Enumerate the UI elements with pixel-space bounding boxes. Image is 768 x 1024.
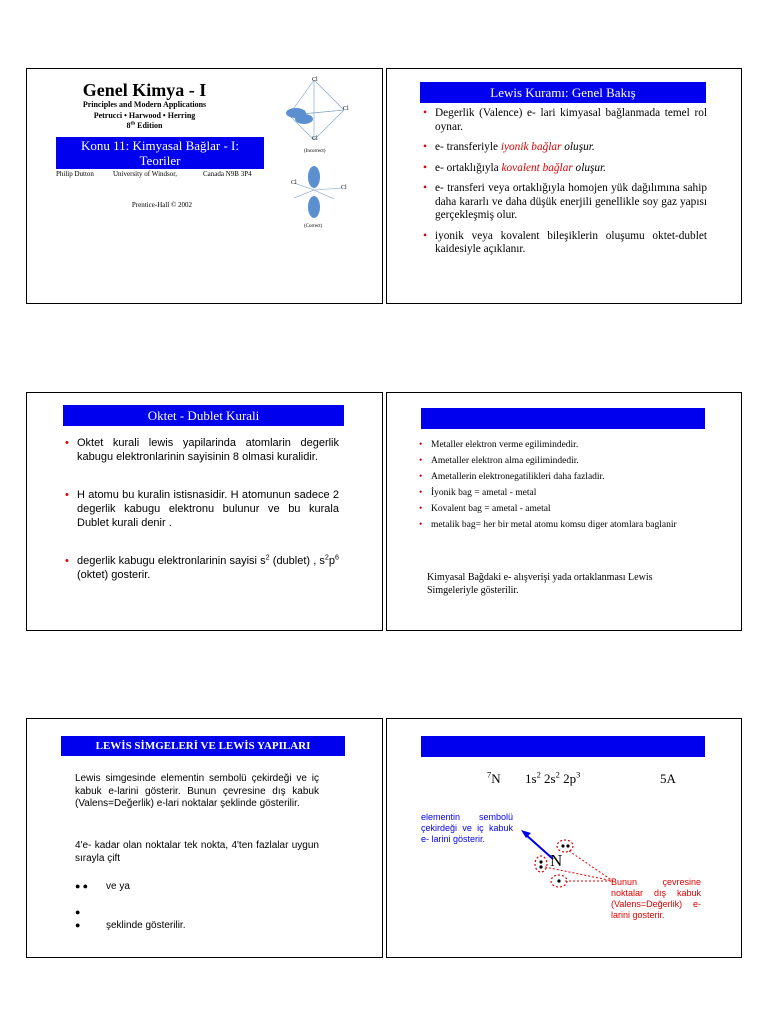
lewis-n-symbol: N: [550, 851, 563, 870]
slide3-bullet-3-text-a: degerlik kabugu elektronlarinin sayisi s: [77, 555, 266, 567]
slide4-bullet-4-text: İyonik bag = ametal - metal: [431, 488, 537, 498]
slide1-author-name: Philip Dutton: [56, 170, 94, 178]
slide-6: [386, 718, 742, 958]
slide1-topic-line1: Konu 11: Kimyasal Bağlar - I:: [80, 138, 239, 153]
electron-configuration: $1s^2$ $2s^2$ $2p^3$: [525, 769, 581, 786]
slide4-bullet-4: [419, 487, 711, 500]
atom-label-cl-5: Cl: [341, 185, 347, 191]
slide4-bullet-1: [419, 439, 711, 452]
slide2-bullet-4-text: e- transferi veya ortaklığıyla homojen yük dağılımına sahip daha kararlı ve daha düşük enerjili genellikle soy gaz yapısı gerçekleşmiş olur.: [435, 182, 707, 221]
slide4-bullets: [419, 439, 711, 532]
slide5-paragraph-1: Lewis simgesinde elementin sembolü çekirdeği ve iç kabuk e-larini gösterir. Bunun çevresine dış kabuk (Valens=Değerlik) e-lari noktalar şeklinde gösterilir.: [75, 773, 319, 809]
pointer-line-1: [569, 851, 613, 881]
slide2-bullet-4: [423, 182, 707, 223]
slide2-bullet-3: [423, 162, 707, 176]
correct-molecule: [294, 166, 342, 218]
slide3-bullet-3-text-b: (dublet) , s: [272, 555, 325, 567]
slide3-bullet-2: [65, 488, 339, 530]
slide2-bullet-1: [423, 107, 707, 134]
slide-4: [386, 392, 742, 631]
paired-dots: ● ●: [75, 881, 89, 891]
slide2-bullet-2: [423, 141, 707, 155]
single-dot-2: ●: [75, 920, 81, 930]
slide3-bullet-3-text-c: (oktet) gosterir.: [77, 569, 151, 581]
slide1-authors: Petrucci • Harwood • Herring: [93, 111, 196, 120]
slide3-bullet-2-text: H atomu bu kuralin istisnasidir. H atomunun sadece 2 degerlik kabugu elektronu bulunur ve bu kurala Dublet kurali denir .: [77, 489, 339, 529]
slide1-location: Canada N9B 3P4: [203, 170, 252, 178]
slide4-bullet-5-text: Kovalent bag = ametal - ametal: [431, 504, 551, 514]
electron-config-line: [487, 771, 501, 787]
slide-1: [26, 68, 383, 304]
incorrect-molecule: [286, 80, 344, 140]
molecule-diagram: [274, 75, 356, 235]
left-note: elementin sembolü çekirdeği ve iç kabuk e- larini gösterir.: [421, 812, 513, 844]
atom-label-cl-2: Cl: [343, 106, 349, 112]
slide3-bullet-1: [65, 436, 339, 464]
slide1-topic-line2: Teoriler: [139, 153, 181, 168]
slide4-bullet-5: [419, 503, 711, 516]
slide2-bullet-2-end: oluşur.: [561, 141, 595, 153]
lewis-symbol-diagram: [515, 819, 615, 889]
slide4-bullet-3: [419, 471, 711, 484]
slide2-title-bar: Lewis Kuramı: Genel Bakış: [420, 82, 706, 103]
slide5-title-bar: LEWİS SİMGELERİ VE LEWİS YAPILARI: [61, 736, 345, 756]
atom-label-cl-4: Cl: [291, 180, 297, 186]
slide4-note: Kimyasal Bağdaki e- alışverişi yada ortaklanması Lewis Simgeleriyle gösterilir.: [427, 572, 653, 596]
slide1-topic-bar: [56, 137, 264, 169]
slide5-paragraph-2: 4'e- kadar olan noktalar tek nokta, 4'ten fazlalar uygun sırayla çift: [75, 840, 319, 864]
atom-label-cl-1: Cl: [312, 77, 318, 83]
slide2-bullet-2-text: e- transferiyle: [435, 141, 501, 153]
slide-5: [26, 718, 383, 958]
atom-label-cl-3: Cl: [312, 136, 318, 142]
label-correct: (Correct): [304, 224, 323, 229]
slide3-bullet-3: • degerlik kabugu elektronlarinin sayisi $s^2$ (dublet) , $s^2p^6$ (oktet) gosterir.: [65, 554, 339, 582]
covalent-bond-term: kovalent bağlar: [501, 161, 573, 174]
nucleus-arrow: [525, 834, 553, 859]
slide3-bullet-1-text: Oktet kurali lewis yapilarinda atomlarin degerlik kabugu elektronlarinin sayisinin 8 olmasi kuralidir.: [77, 437, 339, 463]
slide1-subtitle: Principles and Modern Applications: [82, 100, 207, 109]
slide4-bullet-3-text: Ametallerin elektronegatilikleri daha fazladir.: [431, 472, 605, 482]
slide4-bullet-1-text: Metaller elektron verme egilimindedir.: [431, 440, 579, 450]
slide1-title: Genel Kimya - I: [82, 80, 207, 100]
ve-ya-text: ve ya: [106, 881, 130, 892]
electron-dot-group-left: [535, 856, 547, 872]
slide2-bullets: [423, 107, 707, 257]
slide2-bullet-3-text: e- ortaklığıyla: [435, 161, 502, 174]
seklinde-text: şeklinde gösterilir.: [106, 920, 186, 931]
slide3-bullets: [65, 436, 339, 582]
slide1-university: University of Windsor,: [113, 170, 178, 178]
slide-3: [26, 392, 383, 631]
slide4-bullet-6: [419, 519, 711, 532]
element-symbol: N: [491, 771, 501, 786]
slide1-edition: 8th Edition: [126, 120, 163, 130]
right-note: Bunun çevresine noktalar dış kabuk (Valens=Değerlik) e-larini gosterir.: [611, 877, 701, 920]
slide4-title-bar: [421, 408, 705, 429]
single-dot-1: ●: [75, 907, 81, 917]
slide4-bullet-6-text: metalik bag= her bir metal atomu komsu diger atomlara baglanir: [431, 520, 677, 530]
slide-2: [386, 68, 742, 304]
slide3-title-bar: Oktet - Dublet Kurali: [63, 405, 344, 426]
ionic-bond-term: iyonik bağlar: [500, 141, 562, 153]
atomic-number: 7: [487, 769, 492, 780]
slide4-bullet-2: [419, 455, 711, 468]
slide2-bullet-5: [423, 230, 707, 257]
slide6-title-bar: [421, 736, 705, 757]
slide2-bullet-3-end: oluşur.: [572, 161, 607, 174]
slide1-publisher: Prentice-Hall © 2002: [131, 201, 193, 209]
slide2-bullet-5-text: iyonik veya kovalent bileşiklerin oluşumu oktet-dublet kaidesiyle açıklanır.: [435, 229, 707, 255]
group-label: 5A: [660, 771, 676, 786]
slide4-bullet-2-text: Ametaller elektron alma egilimindedir.: [431, 456, 579, 466]
slide2-bullet-1-text: Degerlik (Valence) e- lari kimyasal bağlanmada temel rol oynar.: [435, 107, 707, 133]
label-incorrect: (Incorrect): [304, 149, 326, 154]
